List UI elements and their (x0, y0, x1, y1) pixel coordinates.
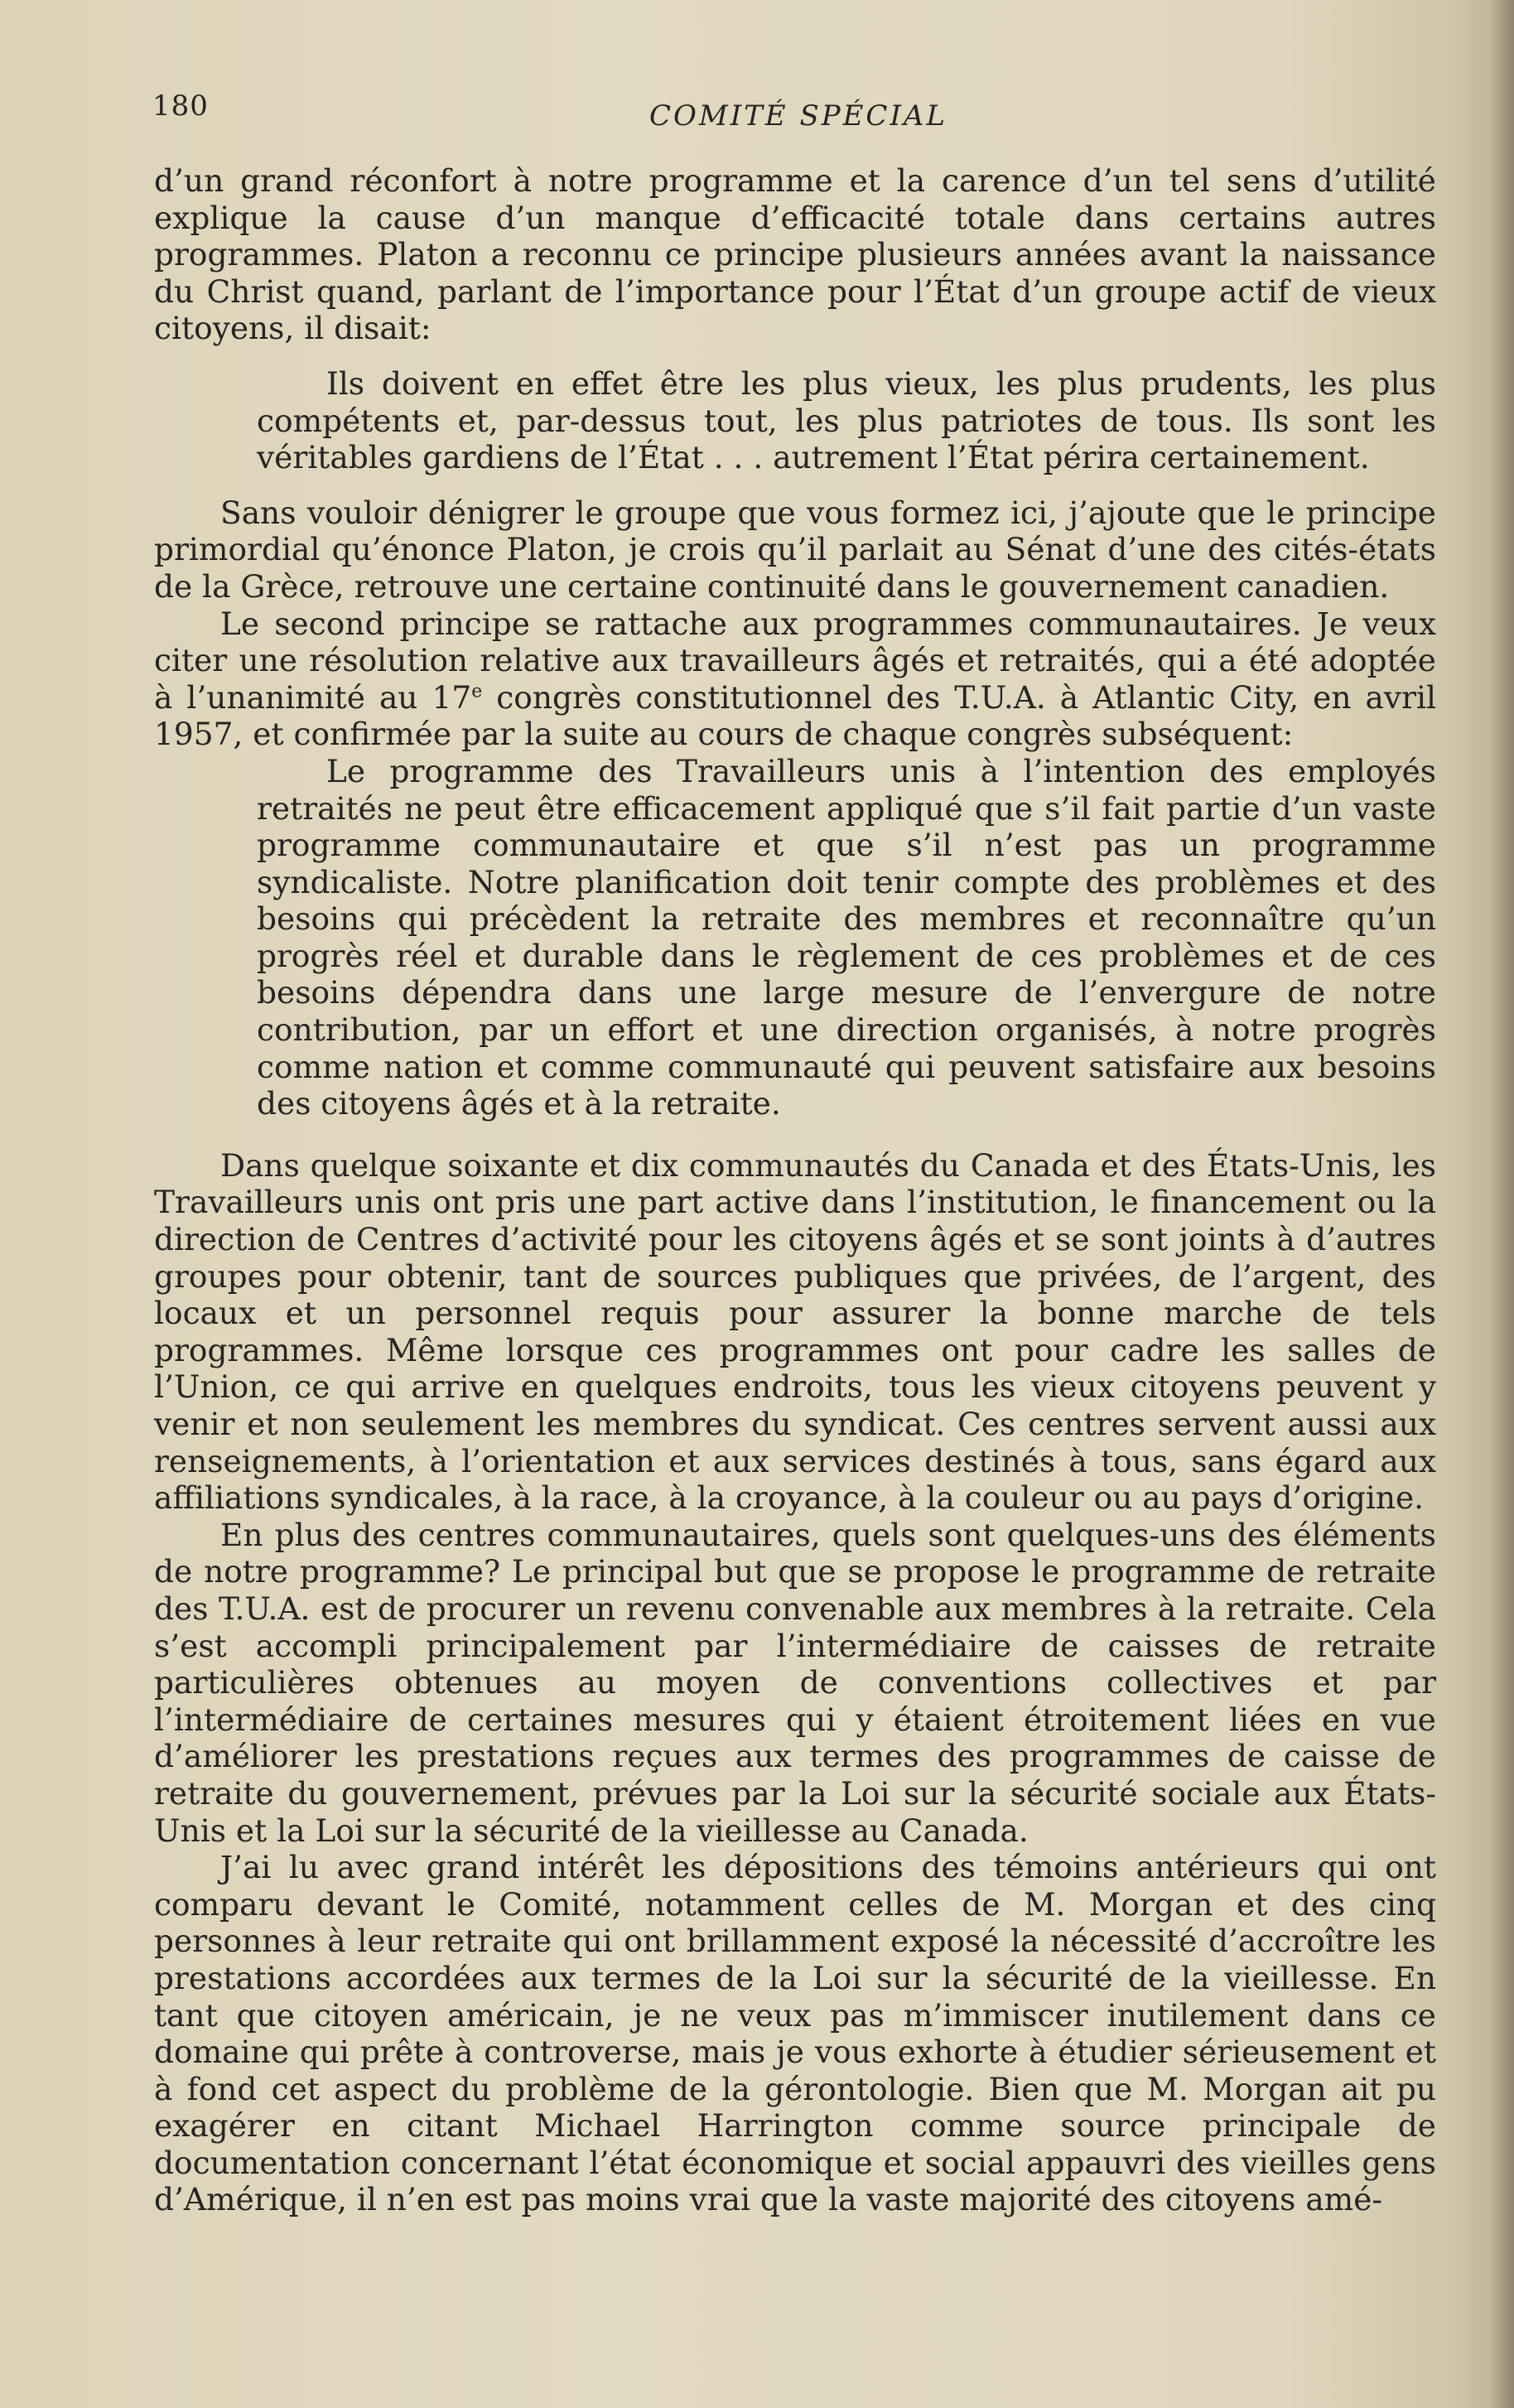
running-head: COMITÉ SPÉCIAL (649, 99, 948, 133)
paragraph-2: Sans vouloir dénigrer le groupe que vous formez ici, j’ajoute que le principe primordial qu’énonce Platon, je crois qu’il parlait au Sénat d’une des cités-états de la Grèce, retrouve une certaine continuité dans le gouvernement canadien. (154, 494, 1436, 605)
quotation-plato: Ils doivent en effet être les plus vieux, les plus prudents, les plus compétents et, par-dessus tout, les plus patriotes de tous. Ils sont les véritables gardiens de l’État . . . autrement l’État périra certainement. (257, 364, 1436, 476)
paragraph-6: J’ai lu avec grand intérêt les dépositions des témoins antérieurs qui ont comparu devant le Comité, notamment celles de M. Morgan et des cinq personnes à leur retraite qui ont brillamment exposé la nécessité d’accroître les prestations accordées aux termes de la Loi sur la sécurité de la vieillesse. En tant que citoyen américain, je ne veux pas m’immiscer inutilement dans ce domaine qui prête à controverse, mais je vous exhorte à étudier sérieusement et à fond cet aspect du problème de la gérontologie. Bien que M. Morgan ait pu exagérer en citant Michael Harrington comme source principale de documentation concernant l’état économique et social appauvri des vieilles gens d’Amérique, il n’en est pas moins vrai que la vaste majorité des citoyens amé- (154, 1849, 1436, 2218)
paragraph-4: Dans quelque soixante et dix communautés du Canada et des États-Unis, les Travailleurs unis ont pris une part active dans l’institution, le financement ou la direction de Centres d’activité pour les citoyens âgés et se sont joints à d’autres groupes pour obtenir, tant de sources publiques que privées, de l’argent, des locaux et un personnel requis pour assurer la bonne marche de tels programmes. Même lorsque ces programmes ont pour cadre les salles de l’Union, ce qui arrive en quelques endroits, tous les vieux citoyens peuvent y venir et non seulement les membres du syndicat. Ces centres servent aussi aux renseignements, à l’orientation et aux services destinés à tous, sans égard aux affiliations syndicales, à la race, à la croyance, à la couleur ou au pays d’origine. (154, 1146, 1436, 1517)
paragraph-1: d’un grand réconfort à notre programme et la carence d’un tel sens d’utilité explique la cause d’un manque d’efficacité totale dans certains autres programmes. Platon a reconnu ce principe plusieurs années avant la naissance du Christ quand, parlant de l’importance pour l’État d’un groupe actif de vieux citoyens, il disait: (154, 162, 1436, 347)
quotation-resolution: Le programme des Travailleurs unis à l’intention des employés retraités ne peut être efficacement appliqué que s’il fait partie d’un vaste programme communautaire et que s’il n’est pas un programme syndicaliste. Notre planification doit tenir compte des problèmes et des besoins qui précèdent la retraite des membres et reconnaître qu’un progrès réel et durable dans le règlement de ces problèmes et de ces besoins dépendra dans une large mesure de l’envergure de notre contribution, par un effort et une direction organisés, à notre progrès comme nation et comme communauté qui peuvent satisfaire aux besoins des citoyens âgés et à la retraite. (257, 752, 1436, 1122)
paragraph-3-end: congrès constitutionnel des T.U.A. à Atlantic City, en avril 1957, et confirmée par la suite au cours de chaque congrès subséquent: (154, 678, 1436, 753)
paragraph-5: En plus des centres communautaires, quels sont quelques-uns des éléments de notre programme? Le principal but que se propose le programme de retraite des T.U.A. est de procurer un revenu convenable aux membres à la retraite. Cela s’est accompli principalement par l’intermédiaire de caisses de retraite particulières obtenues au moyen de conventions collectives et par l’intermédiaire de certaines mesures qui y étaient étroitement liées en vue d’améliorer les prestations reçues aux termes des programmes de caisse de retraite du gouvernement, prévues par la Loi sur la sécurité sociale aux États-Unis et la Loi sur la sécurité de la vieillesse au Canada. (154, 1516, 1436, 1849)
ordinal-superscript: e (471, 681, 483, 702)
page-header (152, 89, 1444, 139)
paragraph-3 (154, 606, 1436, 753)
body-text (154, 162, 1436, 2218)
paragraph-3-start: Le second principe se rattache aux programmes communautaires. Je veux citer une résolution relative aux travailleurs âgés et retraités, qui a été adoptée à l’unanimité au 17 (154, 605, 1436, 716)
page-number: 180 (152, 89, 209, 123)
page-edge-shadow (1491, 0, 1514, 2408)
